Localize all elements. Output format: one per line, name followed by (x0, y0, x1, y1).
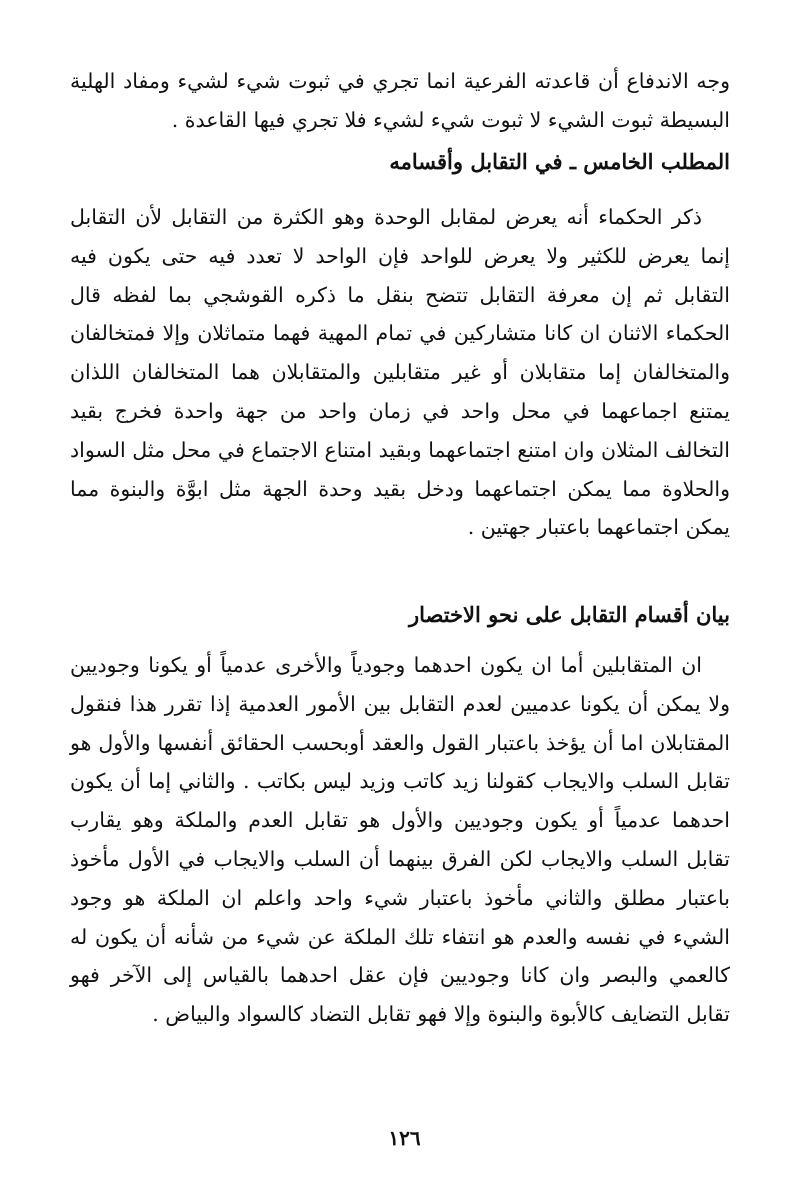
section-heading-block (70, 143, 730, 181)
page-number: ١٢٦ (388, 1126, 421, 1150)
section-heading: المطلب الخامس ـ في التقابل وأقسامه (389, 149, 730, 174)
subsection-heading-block (70, 596, 730, 634)
intro-paragraph: وجه الاندفاع أن قاعدته الفرعية انما تجري في ثبوت شيء لشيء ومفاد الهلية البسيطة ثبوت الشيء لا ثبوت شيء لشيء فلا تجري فيها القاعدة . (70, 69, 730, 132)
subsection-paragraph: ان المتقابلين أما ان يكون احدهما وجودياً والأخرى عدمياً أو يكونا وجوديين ولا يمكن أن يكونا عدميين لعدم التقابل بين الأمور العدمية إذا تقرر هذا فنقول المقتابلان اما أن يؤخذ باعتبار القول والعقد أوبحسب الحقائق أنفسها والأول هو تقابل السلب والايجاب كقولنا زيد كاتب وزيد ليس بكاتب . والثاني إما أن يكون احدهما عدمياً أو يكون وجوديين والأول هو تقابل العدم والملكة وهو يقارب تقابل السلب والايجاب لكن الفرق بينهما أن السلب والايجاب في الأول مأخوذ باعتبار مطلق والثاني مأخوذ باعتبار شيء واحد واعلم ان الملكة هو وجود الشيء في نفسه والعدم هو انتفاء تلك الملكة عن شيء من شأنه أن يكون له كالعمي والبصر وان كانا وجوديين فإن عقل احدهما بالقياس إلى الآخر فهو تقابل التضايف كالأبوة والبنوة وإلا فهو تقابل التضاد كالسواد والبياض . (70, 653, 730, 1027)
subsection-heading: بيان أقسام التقابل على نحو الاختصار (408, 602, 730, 627)
subsection-text-block (70, 646, 730, 1034)
section-text-block (70, 198, 730, 547)
intro-text-block (70, 62, 730, 140)
section-paragraph: ذكر الحكماء أنه يعرض لمقابل الوحدة وهو الكثرة من التقابل لأن التقابل إنما يعرض للكثير ولا يعرض للواحد فإن الواحد لا تعدد فيه حتى يكون فيه التقابل ثم إن معرفة التقابل تتضح بنقل ما ذكره القوشجي بما لفظه قال الحكماء الاثنان ان كانا متشاركين في تمام المهية فهما متماثلان وإلا فمتخالفان والمتخالفان إما متقابلان أو غير متقابلين والمتقابلان هما المتخالفان اللذان يمتنع اجماعهما في محل واحد في زمان واحد من جهة واحدة فخرج بقيد التخالف المثلان وان امتنع اجتماعهما وبقيد امتناع الاجتماع في محل مثل السواد والحلاوة مما يمكن اجتماعهما ودخل بقيد وحدة الجهة مثل ابوَّة والبنوة مما يمكن اجتماعهما باعتبار جهتين . (70, 205, 730, 540)
